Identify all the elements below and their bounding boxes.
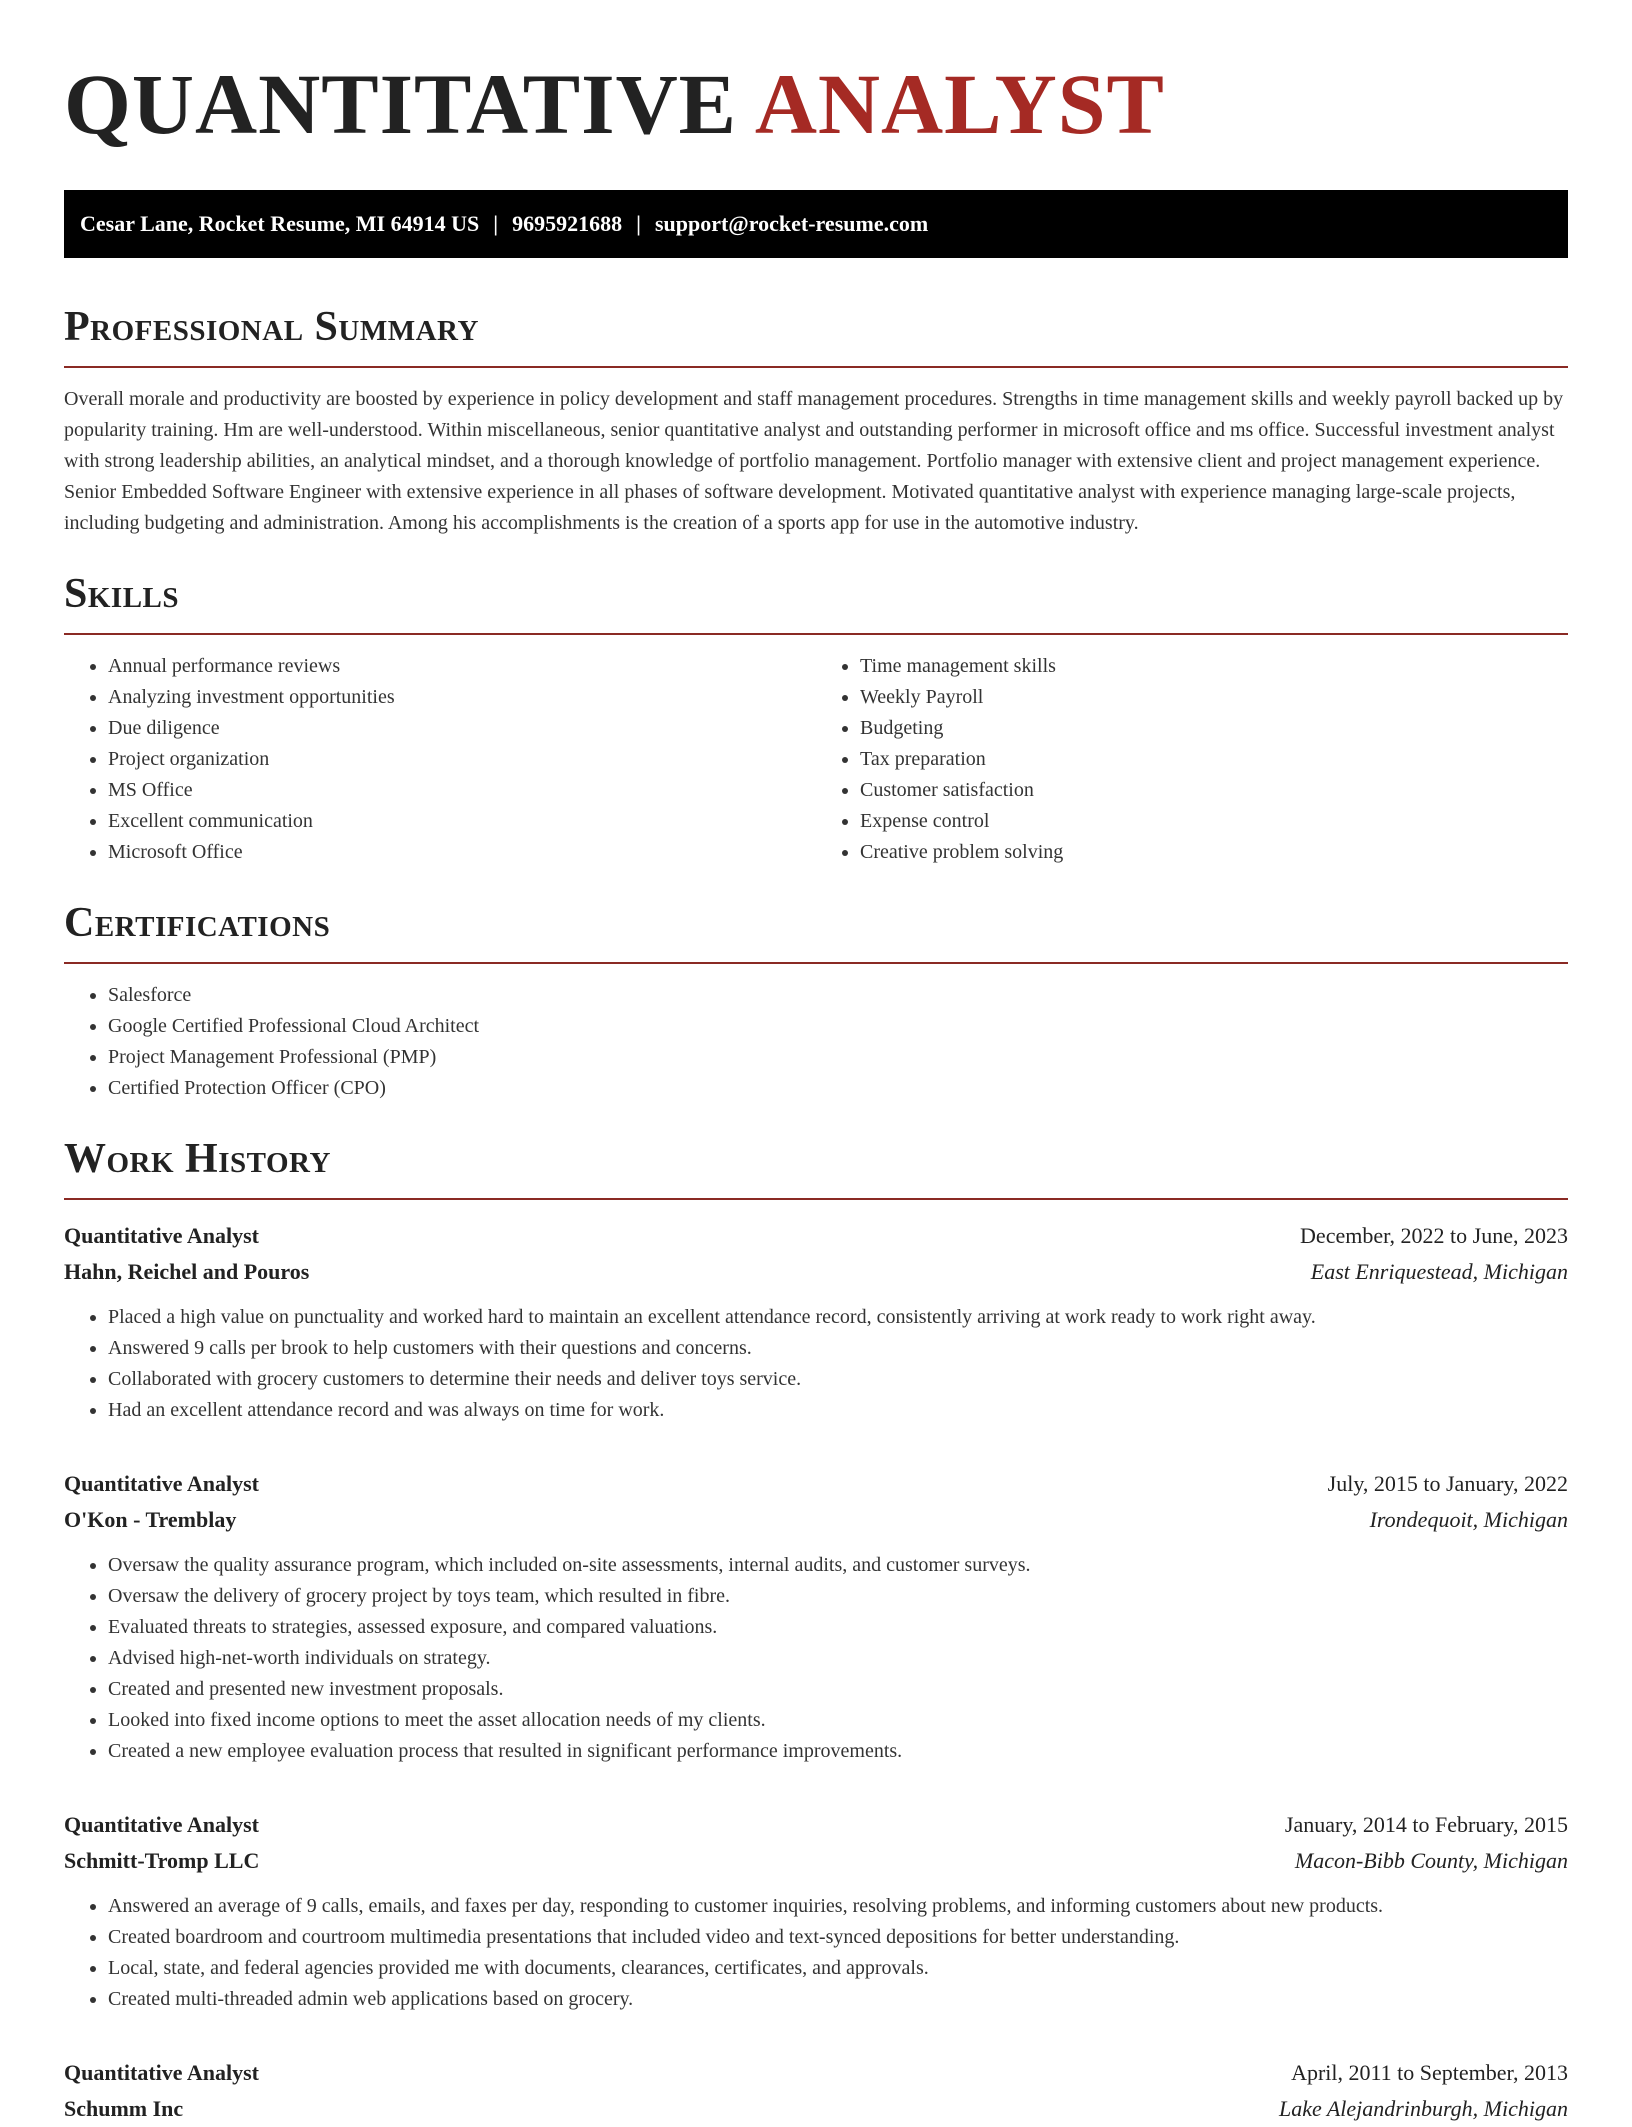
list-item: • Evaluated threats to strategies, assessed exposure, and compared valuations.: [108, 1612, 1568, 1643]
title-main: QUANTITATIVE: [64, 56, 738, 152]
skills-list-right: [816, 651, 1568, 868]
job-entry: [64, 1807, 1568, 2015]
job-company-row: [64, 2091, 1568, 2127]
title-accent: ANALYST: [754, 56, 1165, 152]
skills-list-left: [64, 651, 816, 868]
job-title: Quantitative Analyst: [64, 1812, 259, 1837]
job-bullets: [64, 1891, 1568, 2015]
contact-separator: |: [636, 211, 641, 236]
job-bullets: [64, 1302, 1568, 1426]
job-entry: [64, 1466, 1568, 1767]
list-item: • Analyzing investment opportunities: [108, 682, 816, 713]
job-title: Quantitative Analyst: [64, 1471, 259, 1496]
job-company-row: [64, 1254, 1568, 1290]
work-section: [64, 1134, 1568, 2127]
list-item: • Local, state, and federal agencies provided me with documents, clearances, certificates, and approvals.: [108, 1953, 1568, 1984]
contact-separator: |: [493, 211, 499, 236]
list-item: • Google Certified Professional Cloud Architect: [108, 1011, 1568, 1042]
section-divider: [64, 962, 1568, 964]
job-location: Macon-Bibb County, Michigan: [1294, 1848, 1568, 1873]
list-item: • Tax preparation: [860, 744, 1568, 775]
list-item: • Created and presented new investment proposals.: [108, 1674, 1568, 1705]
job-header-row: [64, 1807, 1568, 1843]
list-item: • Customer satisfaction: [860, 775, 1568, 806]
job-dates: July, 2015 to January, 2022: [1327, 1471, 1568, 1496]
work-heading: Work History: [64, 1136, 331, 1182]
job-company: O'Kon - Tremblay: [64, 1507, 237, 1532]
list-item: • Placed a high value on punctuality and worked hard to maintain an excellent attendance record, consistently arriving at work ready to work right away.: [108, 1302, 1568, 1333]
list-item: • Oversaw the quality assurance program, which included on-site assessments, internal audits, and customer surveys.: [108, 1550, 1568, 1581]
summary-section: [64, 302, 1568, 539]
list-item: • Salesforce: [108, 980, 1568, 1011]
certifications-heading: Certifications: [64, 900, 331, 946]
resume-title: [64, 0, 1568, 154]
job-header-row: [64, 1466, 1568, 1502]
contact-email[interactable]: support@rocket-resume.com: [654, 211, 929, 236]
skills-section: [64, 569, 1568, 868]
job-company: Hahn, Reichel and Pouros: [64, 1259, 310, 1284]
job-dates: April, 2011 to September, 2013: [1291, 2060, 1568, 2085]
contact-address: Cesar Lane, Rocket Resume, MI 64914 US: [80, 211, 480, 236]
job-company-row: [64, 1502, 1568, 1538]
list-item: • Created a new employee evaluation process that resulted in significant performance improvements.: [108, 1736, 1568, 1767]
list-item: • Microsoft Office: [108, 837, 816, 868]
job-location: Irondequoit, Michigan: [1369, 1507, 1568, 1532]
list-item: • Time management skills: [860, 651, 1568, 682]
list-item: • Created multi-threaded admin web applications based on grocery.: [108, 1984, 1568, 2015]
list-item: • Created boardroom and courtroom multimedia presentations that included video and text-synced depositions for better understanding.: [108, 1922, 1568, 1953]
section-divider: [64, 366, 1568, 368]
job-company: Schumm Inc: [64, 2096, 184, 2121]
list-item: • Due diligence: [108, 713, 816, 744]
list-item: • Weekly Payroll: [860, 682, 1568, 713]
list-item: • Budgeting: [860, 713, 1568, 744]
certifications-section: [64, 898, 1568, 1104]
skills-heading: Skills: [64, 571, 180, 617]
list-item: • Project organization: [108, 744, 816, 775]
summary-heading: Professional Summary: [64, 304, 479, 350]
jobs-list: [64, 1218, 1568, 2127]
list-item: • Annual performance reviews: [108, 651, 816, 682]
job-location: East Enriquestead, Michigan: [1310, 1259, 1568, 1284]
list-item: • MS Office: [108, 775, 816, 806]
list-item: • Advised high-net-worth individuals on strategy.: [108, 1643, 1568, 1674]
list-item: • Looked into fixed income options to meet the asset allocation needs of my clients.: [108, 1705, 1568, 1736]
job-entry: [64, 1218, 1568, 1426]
job-header-row: [64, 1218, 1568, 1254]
job-title: Quantitative Analyst: [64, 2060, 259, 2085]
summary-text: Overall morale and productivity are boosted by experience in policy development and staff management procedures. Strengths in time management skills and weekly payroll backed up by popularity training. Hm are well-understood. Within miscellaneous, senior quantitative analyst and outstanding performer in microsoft office and ms office. Successful investment analyst with strong leadership abilities, an analytical mindset, and a thorough knowledge of portfolio management. Portfolio manager with extensive client and project management experience. Senior Embedded Software Engineer with extensive experience in all phases of software development. Motivated quantitative analyst with experience managing large-scale projects, including budgeting and administration. Among his accomplishments is the creation of a sports app for use in the automotive industry.: [64, 388, 1564, 534]
list-item: • Oversaw the delivery of grocery project by toys team, which resulted in fibre.: [108, 1581, 1568, 1612]
job-entry: [64, 2055, 1568, 2127]
list-item: • Expense control: [860, 806, 1568, 837]
list-item: • Project Management Professional (PMP): [108, 1042, 1568, 1073]
list-item: • Certified Protection Officer (CPO): [108, 1073, 1568, 1104]
list-item: • Answered 9 calls per brook to help customers with their questions and concerns.: [108, 1333, 1568, 1364]
list-item: • Answered an average of 9 calls, emails, and faxes per day, responding to customer inquiries, resolving problems, and informing customers about new products.: [108, 1891, 1568, 1922]
section-divider: [64, 633, 1568, 635]
job-company: Schmitt-Tromp LLC: [64, 1848, 260, 1873]
list-item: • Had an excellent attendance record and was always on time for work.: [108, 1395, 1568, 1426]
job-location: Lake Alejandrinburgh, Michigan: [1278, 2096, 1568, 2121]
list-item: • Creative problem solving: [860, 837, 1568, 868]
contact-phone[interactable]: 9695921688: [512, 211, 623, 236]
list-item: • Collaborated with grocery customers to determine their needs and deliver toys service.: [108, 1364, 1568, 1395]
job-company-row: [64, 1843, 1568, 1879]
section-divider: [64, 1198, 1568, 1200]
skills-columns: [64, 651, 1568, 868]
job-dates: December, 2022 to June, 2023: [1300, 1223, 1568, 1248]
job-header-row: [64, 2055, 1568, 2091]
job-dates: January, 2014 to February, 2015: [1284, 1812, 1568, 1837]
certifications-list: [64, 980, 1568, 1104]
job-bullets: [64, 1550, 1568, 1767]
list-item: • Excellent communication: [108, 806, 816, 837]
contact-bar: [64, 190, 1568, 258]
job-title: Quantitative Analyst: [64, 1223, 259, 1248]
